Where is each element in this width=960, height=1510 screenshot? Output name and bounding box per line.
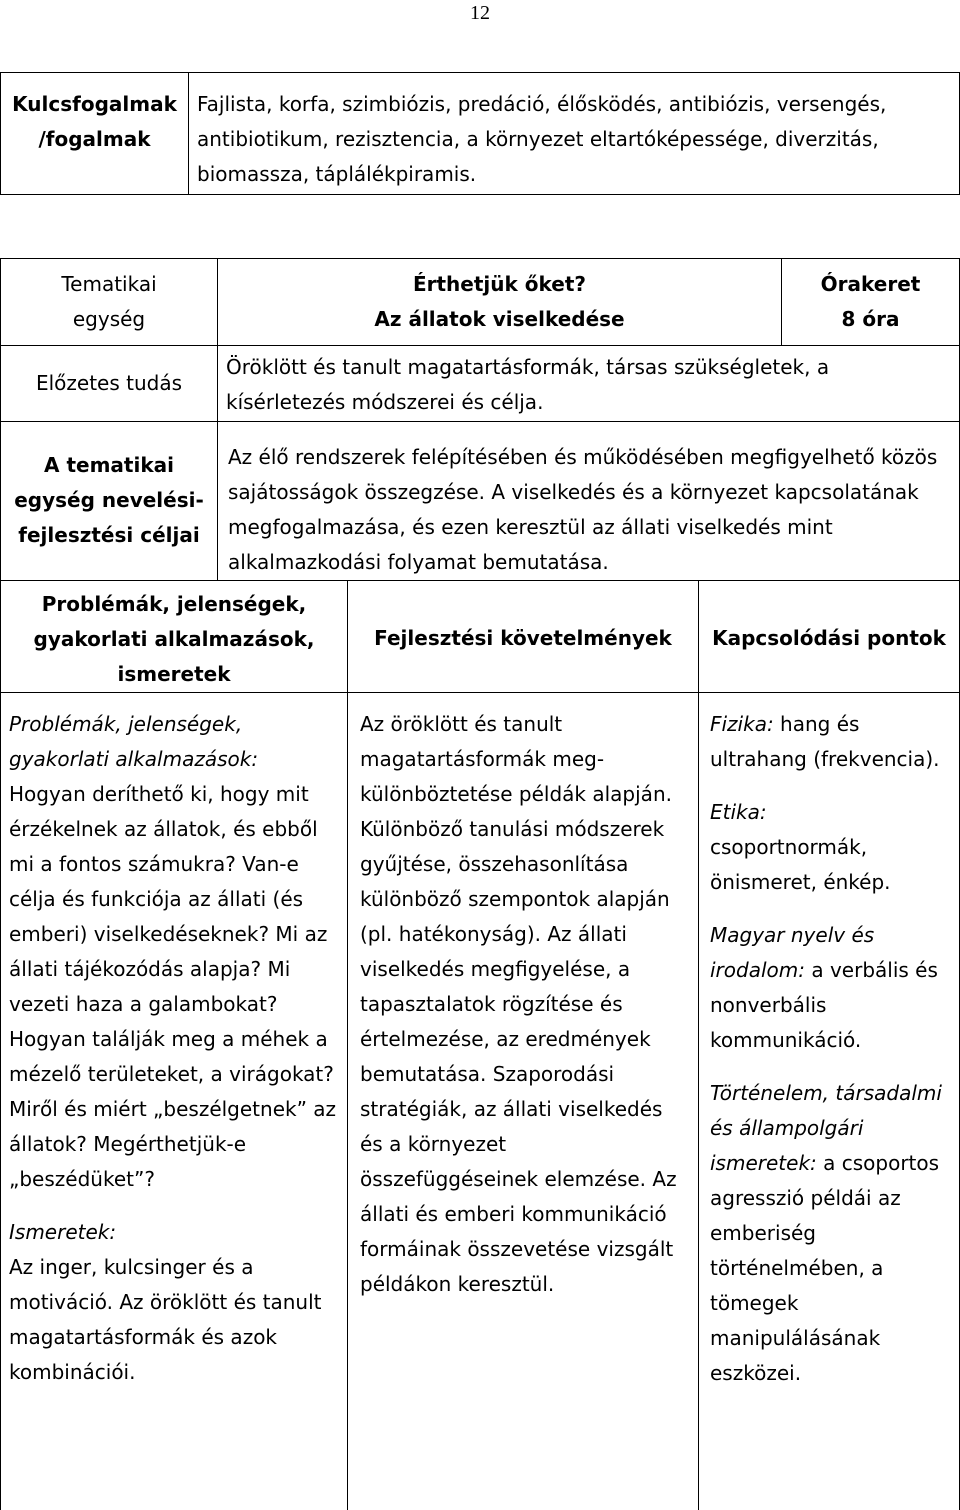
hours-valueb: 8 óra xyxy=(841,307,900,331)
ethics-text: csoportnormák, önismeret, énkép. xyxy=(710,835,891,894)
literature-text: a verbális és nonverbális kommunikáció. xyxy=(710,958,938,1052)
page-number: 12 xyxy=(470,2,490,24)
goals-box xyxy=(217,421,960,581)
knowledge-text: Az inger, kulcsinger és a motiváció. Az öröklött és tanult magatartásformák és azok kombinációi. xyxy=(9,1255,322,1384)
col2-header: Fejlesztési követelmények xyxy=(374,626,672,650)
hours-box xyxy=(781,258,960,346)
key-concepts-label-line2: /fogalmak xyxy=(38,127,151,151)
literature-label: Magyar nyelv és irodalom: xyxy=(710,923,875,982)
unit-label-box xyxy=(0,258,218,346)
unit-title-box xyxy=(217,258,782,346)
prior-knowledge-box xyxy=(217,345,960,422)
prior-knowledge-value: Öröklött és tanult magatartásformák, társas szükségletek, a kísérletezés módszerei és célja. xyxy=(226,355,830,414)
key-concepts-value: Fajlista, korfa, szimbiózis, predáció, élősködés, antibiózis, versengés, antibiotikum, rezisztencia, a környezet eltartóképessége, diverzitás, biomassza, táplálékpiramis. xyxy=(189,73,960,195)
hours-labelb: Órakeret xyxy=(820,272,921,296)
literature-link xyxy=(710,918,953,1058)
requirements-text: Az öröklött és tanult magatartásformák meg-különböztetése példák alapján. Különböző tanulási módszerek gyűjtése, összehasonlítása különböző szempontok alapján (pl. hatékonyság). Az állati viselkedés megfigyelése, a tapasztalatok rögzítése és értelmezése, az eredmények bemutatása. Szaporodási stratégiák, az állati viselkedés és a környezet összefüggéseinek elemzése. Az állati és emberi kommunikáció formáinak összevetése vizsgált példákon keresztül. xyxy=(360,712,677,1296)
col1-header-line1: Problémák, jelenségek, xyxy=(41,592,307,616)
unit-label-line1b: Tematikai xyxy=(61,272,157,296)
prior-knowledge-label-box xyxy=(0,345,218,422)
goals-label-line2: egység nevelési- xyxy=(14,488,204,512)
col1-header-line2: gyakorlati alkalmazások, xyxy=(33,627,315,651)
prior-knowledge-label: Előzetes tudás xyxy=(35,371,183,395)
history-label: Történelem, társadalmi és állampolgári ismeretek: xyxy=(710,1081,942,1175)
unit-title-line2b: Az állatok viselkedése xyxy=(374,307,625,331)
col3-header-box xyxy=(698,580,960,693)
unit-title-line1b: Érthetjük őket? xyxy=(412,272,587,296)
key-concepts-table xyxy=(0,72,960,195)
goals-label-line1: A tematikai xyxy=(44,453,174,477)
col1-header-line3: ismeretek xyxy=(117,662,231,686)
problems-heading: Problémák, jelenségek, gyakorlati alkalmazások: xyxy=(9,712,259,771)
physics-link xyxy=(710,707,953,777)
col1-header-box xyxy=(0,580,348,693)
physics-text: hang és ultrahang (frekvencia). xyxy=(710,712,940,771)
col3-content-box xyxy=(698,692,960,1510)
problems-text: Hogyan deríthető ki, hogy mit érzékelnek az állatok, és ebből mi a fontos számukra? Van-e célja és funkciója az állati (és emberi) viselkedéseknek? Mi az állati tájékozódás alapja? Mi vezeti haza a galambokat? Hogyan találják meg a méhek a mézelő területeket, a virágokat? Miről és miért „beszélgetnek” az állatok? Megérthetjük-e „beszédüket”? xyxy=(9,782,337,1191)
ethics-label: Etika: xyxy=(710,800,767,824)
physics-label: Fizika: xyxy=(710,712,774,736)
col3-header: Kapcsolódási pontok xyxy=(712,626,946,650)
col1-content-box xyxy=(0,692,348,1510)
key-concepts-label-cell xyxy=(1,73,189,195)
knowledge-heading: Ismeretek: xyxy=(9,1220,117,1244)
goals-label-line3: fejlesztési céljai xyxy=(18,523,200,547)
unit-label-line2b: egység xyxy=(72,307,146,331)
col2-header-box xyxy=(347,580,699,693)
col2-content-box xyxy=(347,692,699,1510)
goals-value: Az élő rendszerek felépítésében és működésében megfigyelhető közös sajátosságok összegzése. A viselkedés és a környezet kapcsolatának megfogalmazása, és ezen keresztül az állati viselkedés mint alkalmazkodási folyamat bemutatása. xyxy=(228,445,938,574)
key-concepts-label-line1: Kulcsfogalmak xyxy=(12,92,177,116)
history-text: a csoportos agresszió példái az emberiség történelmében, a tömegek manipulálásának eszközei. xyxy=(710,1151,940,1385)
goals-label-box xyxy=(0,421,218,581)
history-link xyxy=(710,1076,953,1391)
